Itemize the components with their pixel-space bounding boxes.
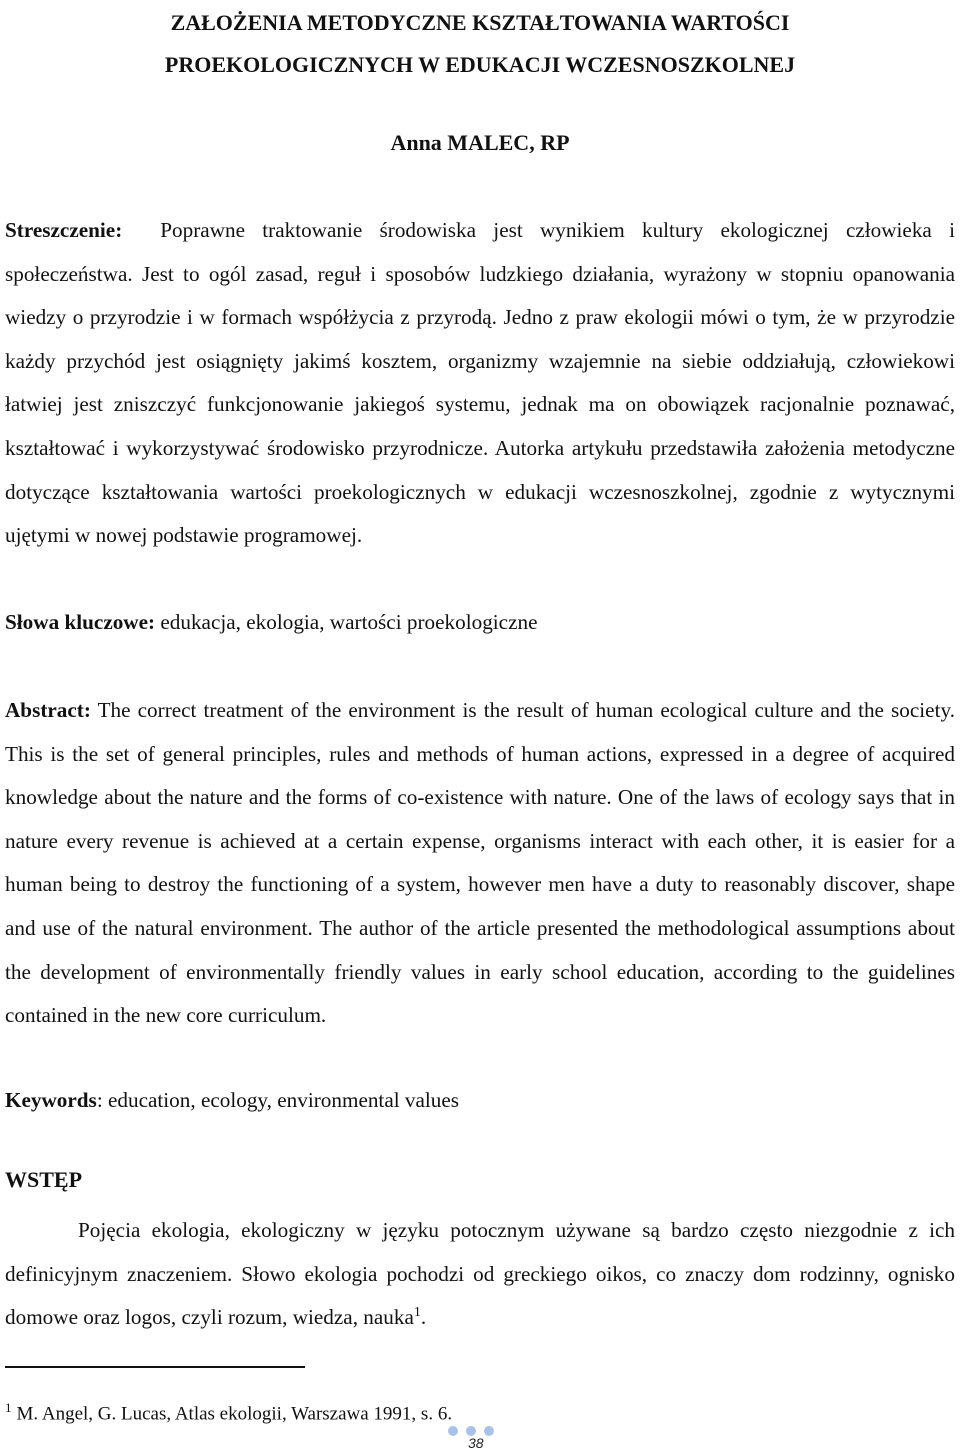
abstract-paragraph xyxy=(5,689,955,1038)
author-name: Anna MALEC, RP xyxy=(390,130,570,155)
document-page xyxy=(5,0,955,1456)
footnote xyxy=(5,1400,452,1425)
footnote-number: 1 xyxy=(5,1400,12,1415)
abstract-label: Abstract: xyxy=(5,698,91,722)
abstract-text: The correct treatment of the environment is the result of human ecological culture and the society. This is the set of general principles, rules and methods of human actions, expressed in a degree of acquired knowledge about the nature and the forms of co-existence with nature. One of the laws of ecology says that in nature every revenue is achieved at a certain expense, organisms interact with each other, it is easier for a human being to destroy the functioning of a system, however men have a duty to reasonably discover, shape and use of the natural environment. The author of the article presented the methodological assumptions about the development of environmentally friendly values in early school education, according to the guidelines contained in the new core curriculum. xyxy=(5,698,955,1028)
streszczenie-text: Poprawne traktowanie środowiska jest wynikiem kultury ekologicznej człowieka i społeczeństwa. Jest to ogól zasad, reguł i sposobów ludzkiego działania, wyrażony w stopniu opanowania wiedzy o przyrodzie i w formach współżycia z przyrodą. Jedno z praw ekologii mówi o tym, że w przyrodzie każdy przychód jest osiągnięty jakimś kosztem, organizmy wzajemnie na siebie oddziałują, człowiekowi łatwiej jest zniszczyć funkcjonowanie jakiegoś systemu, jednak ma on obowiązek racjonalnie poznawać, kształtować i wykorzystywać środowisko przyrodnicze. Autorka artykułu przedstawiła założenia metodyczne dotyczące kształtowania wartości proekologicznych w edukacji wczesnoszkolnej, zgodnie z wytycznymi ujętymi w nowej podstawie programowej. xyxy=(5,218,955,548)
streszczenie-paragraph xyxy=(5,209,955,558)
keywords-pl-text: edukacja, ekologia, wartości proekologiczne xyxy=(155,610,538,634)
keywords-pl xyxy=(5,601,955,645)
paper-title xyxy=(5,0,955,86)
keywords-en-label: Keywords xyxy=(5,1088,97,1112)
intro-end: . xyxy=(420,1305,427,1330)
keywords-pl-label: Słowa kluczowe: xyxy=(5,610,156,634)
ornament-dot xyxy=(484,1426,494,1436)
footnote-reference[interactable]: 1 xyxy=(413,1305,421,1321)
keywords-en-text: : education, ecology, environmental values xyxy=(96,1088,460,1112)
intro-paragraph xyxy=(5,1209,955,1340)
streszczenie-label: Streszczenie: xyxy=(5,218,123,242)
section-heading: WSTĘP xyxy=(5,1167,83,1192)
footnote-divider xyxy=(5,1366,305,1368)
page-number: 38 xyxy=(468,1435,484,1451)
keywords-en xyxy=(5,1079,955,1123)
title-line-1: ZAŁOŻENIA METODYCZNE KSZTAŁTOWANIA WARTOŚCI xyxy=(170,10,790,35)
title-line-2: PROEKOLOGICZNYCH W EDUKACJI WCZESNOSZKOLNEJ xyxy=(164,52,796,77)
ornament-dot xyxy=(448,1426,458,1436)
footnote-text: M. Angel, G. Lucas, Atlas ekologii, Warszawa 1991, s. 6. xyxy=(16,1403,453,1425)
intro-text: Pojęcia ekologia, ekologiczny w języku potocznym używane są bardzo często niezgodnie z ich definicyjnym znaczeniem. Słowo ekologia pochodzi od greckiego oikos, co znaczy dom rodzinny, ognisko domowe oraz logos, czyli rozum, wiedza, nauka xyxy=(5,1218,955,1330)
